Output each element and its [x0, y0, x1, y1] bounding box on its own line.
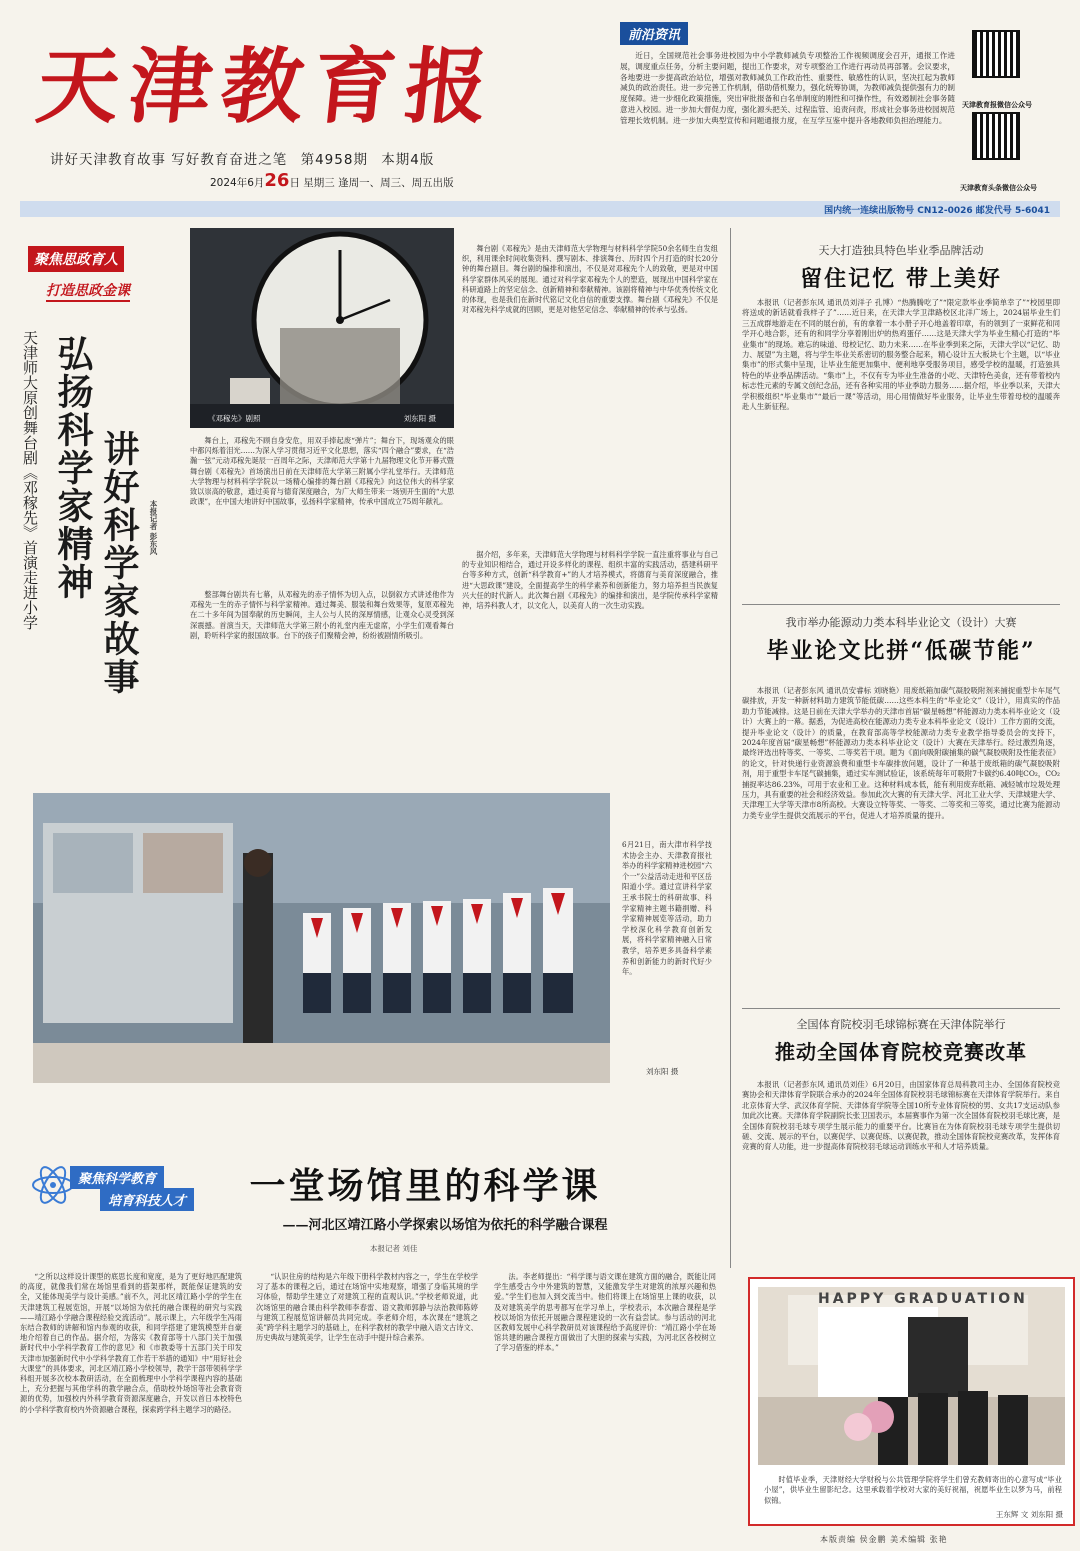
- lead-subtitle: 天津师大原创舞台剧《邓稼先》首演走进小学: [21, 330, 39, 630]
- lead-col-c: 舞台剧《邓稼先》是由天津师范大学物理与材料科学学院50余名师生自发组织，利用课余时间收集资料、撰写剧本、排演舞台、历时四个月打造的时长20分钟的舞台剧目。舞台剧的编排和演出，不仅是对邓稼先个人的致敬，更是对中国科学家群体风采的展现。通过对科学家邓稼先个人的塑造，展现出中国科学家在科研道路上的坚定信念、创新精神和奉献精神。该剧将精神与中华优秀传统文化的体现，也是我们在新时代铭记文化自信的重要支撑。舞台剧《邓稼先》不仅是对邓稼先科学成就的回顾，更是对他坚定信念、奉献精神的传承与弘扬。: [462, 244, 718, 315]
- science-col3: 法。李老师提出：“科学课与语文课在建筑方面的融合，既能让同学生感受古今中外建筑的智慧，又能激发学生对建筑的浓厚兴趣和热爱。”学生们也加入到交流当中。他们将课上在场馆里上课的收获，以及对建筑美学的思考都写在学习单上，学校表示，本次融合课程是学校以场馆为依托开展融合课程建设的一次有益尝试。参与活动的河北区教师发展中心科学教研员对该课程给予高度评价：“靖江路小学在场馆共建的融合课程方面做出了大胆的探索与实践，为河北区各校树立了学习借鉴的样本。”: [494, 1272, 716, 1353]
- lead-title-col2: 讲好科学家故事: [98, 430, 140, 696]
- grad-credit: 王东辉 文 刘东阳 摄: [995, 1510, 1063, 1519]
- students-photo: [33, 793, 610, 1083]
- science-banner: [30, 1162, 220, 1210]
- science-title: 一堂场馆里的科学课: [249, 1165, 601, 1207]
- banner-sizheng: [28, 246, 138, 302]
- lead-photo-credit: 刘东阳 摄: [403, 414, 436, 423]
- graduation-photo: [758, 1287, 1065, 1465]
- right1-title: 留住记忆 带上美好: [800, 266, 1002, 292]
- frontline-box: [620, 22, 955, 192]
- right3-body: 本报讯（记者彭东风 通讯员刘佳）6月20日，由国家体育总局科教司主办、全国体育院校竞赛协会和天津体育学院联合承办的2024年全国体育院校羽毛球锦标赛在天津体育学院举行。来自北京体育大学、武汉体育学院、天津体育学院等全国10所专业体育院校的男、女共17支运动队参加此次比赛。天津体育学院副院长张卫国表示，本届赛事作为第一次全国体育院校羽毛球比赛，是全国体育院校羽毛球专项学生展示能力的重要平台。比赛旨在为体育院校羽毛球专项学生提供切磋、交流、展示的平台，以赛促学、以赛促练、以赛促教，推动全国体育院校竞赛改革，发挥体育竞赛的育人功能，进一步提高体育院校羽毛球运动训练水平和人才培养质量。: [742, 1080, 1060, 1152]
- lead-col-b: 整部舞台剧共有七幕，从邓稼先的赤子情怀为切入点，以倒叙方式讲述他作为邓稼先一生的赤子情怀与科学家精神。通过舞美、服装和舞台效果等，复原邓稼先在二十多年间为国奉献的历史瞬间，主人公与人民的深厚情感，让观众心灵受到深深震撼。首演当天，天津师范大学第三附小的礼堂内座无虚席，小学生们观看舞台剧，聆听科学家的报国故事。台下的孩子们聚精会神，纷纷被剧情所吸引。: [190, 590, 454, 640]
- date-day: 26: [264, 170, 290, 191]
- right3-title: 推动全国体育院校竞赛改革: [775, 1040, 1027, 1064]
- date-suffix: 日 星期三 逢周一、周三、周五出版: [289, 177, 454, 189]
- masthead-issue: 第4958期: [300, 152, 368, 168]
- right3-kicker: 全国体育院校羽毛球锦标赛在天津体院举行: [796, 1018, 1006, 1031]
- right-divider-2: [742, 1008, 1060, 1009]
- lead-photo-caption: 《邓稼先》剧照: [208, 414, 261, 423]
- banner-line2: 打造思政金课: [46, 280, 130, 302]
- masthead-title: 天津教育报: [32, 39, 503, 135]
- graduation-box: [748, 1277, 1075, 1526]
- header-band: [20, 201, 1060, 217]
- lead-photo: [190, 228, 454, 428]
- lead-col-a: 舞台上，邓稼先不顾自身安危，用双手捧起废“弹片”；舞台下，现场观众的眼中都闪烁着泪光……为深入学习贯彻习近平文化思想，落实“四个融合”要求，在“浩瀚一弦”元动邓稼先诞辰一百周年之际，天津师范大学第十九届物理文化节开幕式暨舞台剧《邓稼先》首场演出日前在天津师范大学第三附属小学礼堂举行。天津师范大学物理与材料科学学院以一场精心编排的舞台剧《邓稼先》向这位伟大的科学家致以崇高的敬意，通过美育与德育深度融合，为广大师生带来一场别开生面的“大思政课”，在中国大地讲好中国故事，弘扬科学家精神，传承中国成立75周年献礼。: [190, 436, 454, 507]
- right1-body: 本报讯（记者彭东风 通讯员刘洋子 孔博）“热腾腾吃了”“限定款毕业季简单幸了”“校园里即将送成的新话就看我样子了”……近日来，在天津大学卫津路校区北洋广场上，2024届毕业生们三五成群地游走在不同的展台前，有的拿着一本小册子开心地盖着印章，有的领到了一束鲜花和同学开心地合影，还有的和同学分享着刚出炉的热鸡蛋仔……这是天津大学为毕业生精心打造的“毕业集市”的现场。难忘的味道、母校记忆、助力未来……在毕业季到来之际，天津大学以“记忆、助力、展望”为主题，将与学生毕业关系密切的服务整合起来，精心设计五大板块七个主题，以“毕业集市”的形式集中呈现，让毕业生能更加集中、便利地享受服务项目，感受学校的温暖，打造独具特色的毕业季品牌活动。“集市”上，不仅有专为毕业生准备的小吃、天津特色美食，还有带着校内标志性元素的专属文创纪念品，还有各种实用的毕业季助力服务……据介绍，毕业季以来，天津大学积极组织“毕业集市”“最后一课”等活动，用心用情做好毕业服务，让毕业生带着母校的温暖奔赴人生新征程。: [742, 298, 1060, 412]
- science-col2: “认识住房的结构是六年级下册科学教材内容之一，学生在学校学习了基本的课程之后，通过在场馆中实地观察，增强了身临其境的学习体验，帮助学生建立了对建筑工程的直观认识。”学校老师说道，此次场馆里的融合课由科学教师李春雷、语文教师郭静与法治教师陈婷与建筑工程展览馆讲解员共同完成。李老师介绍，本次课在“建筑之美”跨学科主题学习的基础上，在科学教材的教学中融入语文古诗文、历史典故与建筑美学，让学生在动手中提升综合素养。: [256, 1272, 478, 1343]
- lead-col-d: 据介绍，多年来，天津师范大学物理与材料科学学院一直注重将事业与自己的专业知识相结合，通过开设多样化的课程、组织丰富的实践活动，搭建科研平台等多种方式，创新“科学教育+”的人才培养模式，将德育与美育深度融合，推进“大思政课”建设，全面提高学生的科学素养和创新能力，努力培养担当民族复兴大任的时代新人。此次舞台剧《邓稼先》的编排和演出，是学院传承科学家精神，培养科教人才，以文化人，以美育人的一次生动实践。: [462, 550, 718, 611]
- students-photo-graphic: [33, 793, 610, 1083]
- right2-kicker: 我市举办能源动力类本科毕业论文（设计）大赛: [785, 616, 1017, 629]
- frontline-body: 近日，全国规范社会事务进校园为中小学教师减负专项整治工作视频调度会召开，通报工作进展，调度重点任务，分析主要问题，提出工作要求，对专项整治工作进行再动员再部署。会议要求，各地要进一步提高政治站位，增强对教师减负工作政治性、重要性、敏感性的认识，坚决扛起为教师减负的政治责任。进一步完善工作机制，借助借机聚力，强化统筹协调，为教师减负提供强有力的制度保障。进一步细化政策措施，突出审批报备和白名单制度的刚性和可操作性，有效遏制社会事务随意进入校园。进一步加大督促力度，强化源头把关、过程监管、追责问责，形成社会事务进校园规范管理长效机制。进一步加大典型宣传和问题通报力度，在互学互鉴中提升各地教师负担治理能力。: [620, 51, 955, 125]
- banner-line1: 聚焦思政育人: [28, 246, 124, 272]
- science-banner-line2: 培育科技人才: [100, 1188, 194, 1211]
- date-prefix: 2024年6月: [210, 177, 265, 189]
- qr2-label: 天津教育头条微信公众号: [960, 184, 1037, 192]
- column-divider: [730, 228, 731, 1268]
- qr-code-1: [972, 30, 1020, 78]
- grad-caption: 时值毕业季，天津财经大学财税与公共管理学院将学生们曾充教师寄出的心意写成“毕业小屋”，供毕业生留影纪念。这里承载着学校对大家的美好祝福，祝愿毕业生以梦为马，前程似锦。: [764, 1475, 1062, 1505]
- right2-body: 本报讯（记者彭东风 通讯员安睿标 刘晓艳）用废纸箱加碳气凝胶吸附剂来捕捉重型卡车尾气碳排放，开发一种新材料助力建筑节能低碳……这些本科生的“毕业论文”（设计），用真实的作品助力节能减排。这是日前在天津大学举办的天津市首届“碳星畅想”杯能源动力类本科毕业论文（设计）大赛上的一幕。据悉，为促进高校在能源动力类专业本科毕业论文（设计）工作方面的交流，提升毕业论文（设计）的质量，在教育部高等学校能源动力类专业教学指导委员会的支持下，2024年度首届“碳星畅想”杯能源动力类本科毕业论文（设计）大赛在天津举行。经过激烈角逐，最终评选出特等奖、一等奖、二等奖若干项。题为《面向吸附碳捕集的碳气凝胶吸附及性能表征》的论文，针对快递行业资源浪费和重型卡车碳排放问题，设计了一种基于废纸箱的碳气凝胶吸附剂，用于重型卡车尾气碳捕集，通过实车测试验证，该系统每年可吸附7卡碳约6.40吨CO₂，CO₂捕捉率达86.23%，可用于农业和工业。这种材料成本低，能有利用废弃纸箱、减轻城市垃圾处理压力，具有重要的社会和经济效益。参加此次大赛的有天津大学、河北工业大学、天津城建大学、天津理工大学等天津市8所高校。大赛设立特等奖、一等奖、二等奖和三等奖，通过比赛为能源动力类专业学生提供交流展示的平台，促进人才培养质量的提升。: [742, 686, 1060, 820]
- qr-code-2: [972, 112, 1020, 160]
- graduation-photo-graphic: [758, 1287, 1065, 1465]
- right1-kicker: 天大打造独具特色毕业季品牌活动: [818, 244, 984, 257]
- students-credit: 刘东阳 摄: [646, 1067, 679, 1076]
- cn-number: 国内统一连续出版物号 CN12-0026 邮发代号 5-6041: [824, 206, 1050, 216]
- masthead: [20, 10, 610, 200]
- lead-title-col1: 弘扬科学家精神: [52, 335, 94, 601]
- masthead-pages: 本期4版: [381, 152, 435, 168]
- science-byline: 本报记者 刘佳: [370, 1244, 418, 1253]
- clock-photo-graphic: [190, 228, 454, 428]
- right2-title: 毕业论文比拼“低碳节能”: [766, 638, 1036, 664]
- frontline-label: 前沿资讯: [620, 22, 688, 45]
- qr1-label: 天津教育报微信公众号: [962, 101, 1032, 109]
- right-divider-1: [742, 604, 1060, 605]
- science-subtitle: ——河北区靖江路小学探索以场馆为依托的科学融合课程: [282, 1218, 608, 1233]
- page-footer: 本版责编 侯金鹏 美术编辑 张艳: [820, 1535, 948, 1544]
- science-banner-line1: 聚焦科学教育: [70, 1166, 164, 1189]
- grad-sign-text: HAPPY GRADUATION: [818, 1291, 1028, 1307]
- lead-byline: 本报记者 彭东风: [149, 500, 158, 556]
- students-caption: 6月21日，南大津市科学技术协会主办、天津教育报社举办的科学家精神进校园“六个一”公益活动走进和平区岳阳道小学。通过宣讲科学家王承书院士的科研故事、科学家精神主题书籍捐赠、科学家精神展览等活动，助力学校深化科学教育创新发展，将科学家精神融入日常教学，培养更多具备科学素养和创新能力的新时代好少年。: [622, 840, 712, 977]
- masthead-slogan: 讲好天津教育故事 写好教育奋进之笔: [50, 152, 288, 168]
- science-col1: “之所以这样设计课型的底思长度和宽度，是为了更好地匹配建筑的高度，就像我们常在场馆里看到的搭架那样，既能保证建筑的安全，又能体现美学与设计美感。”前不久，河北区靖江路小学的学生在天津建筑工程展览馆，开展“以场馆为依托的融合课程的研究与实践——靖江路小学融合课程经验交流活动”。展示课上，六年级学生冯雨东结合教师的讲解和馆内参观的收获，和同学搭建了建筑模型并自豪地介绍着自己的作品。据介绍，为落实《教育部等十八部门关于加强新时代中小学科学教育工作的意见》和《市教委等十五部门关于印发天津市加强新时代中小学科学教育工作若干举措的通知》中“用好社会大课堂”的具体要求，河北区靖江路小学校领导，教学干部带领科学学科组开展多次校本教研活动，在全面梳理中小学科学课程内容的基础上，充分把握与其他学科的教学融合点，借助校外场馆等社会教育资源的优势，加强校内外科学教育资源深度融合，开发以首日本校特色的小学科学教育校内外资源融合课程，探索跨学科主题学习的路径。: [20, 1272, 242, 1414]
